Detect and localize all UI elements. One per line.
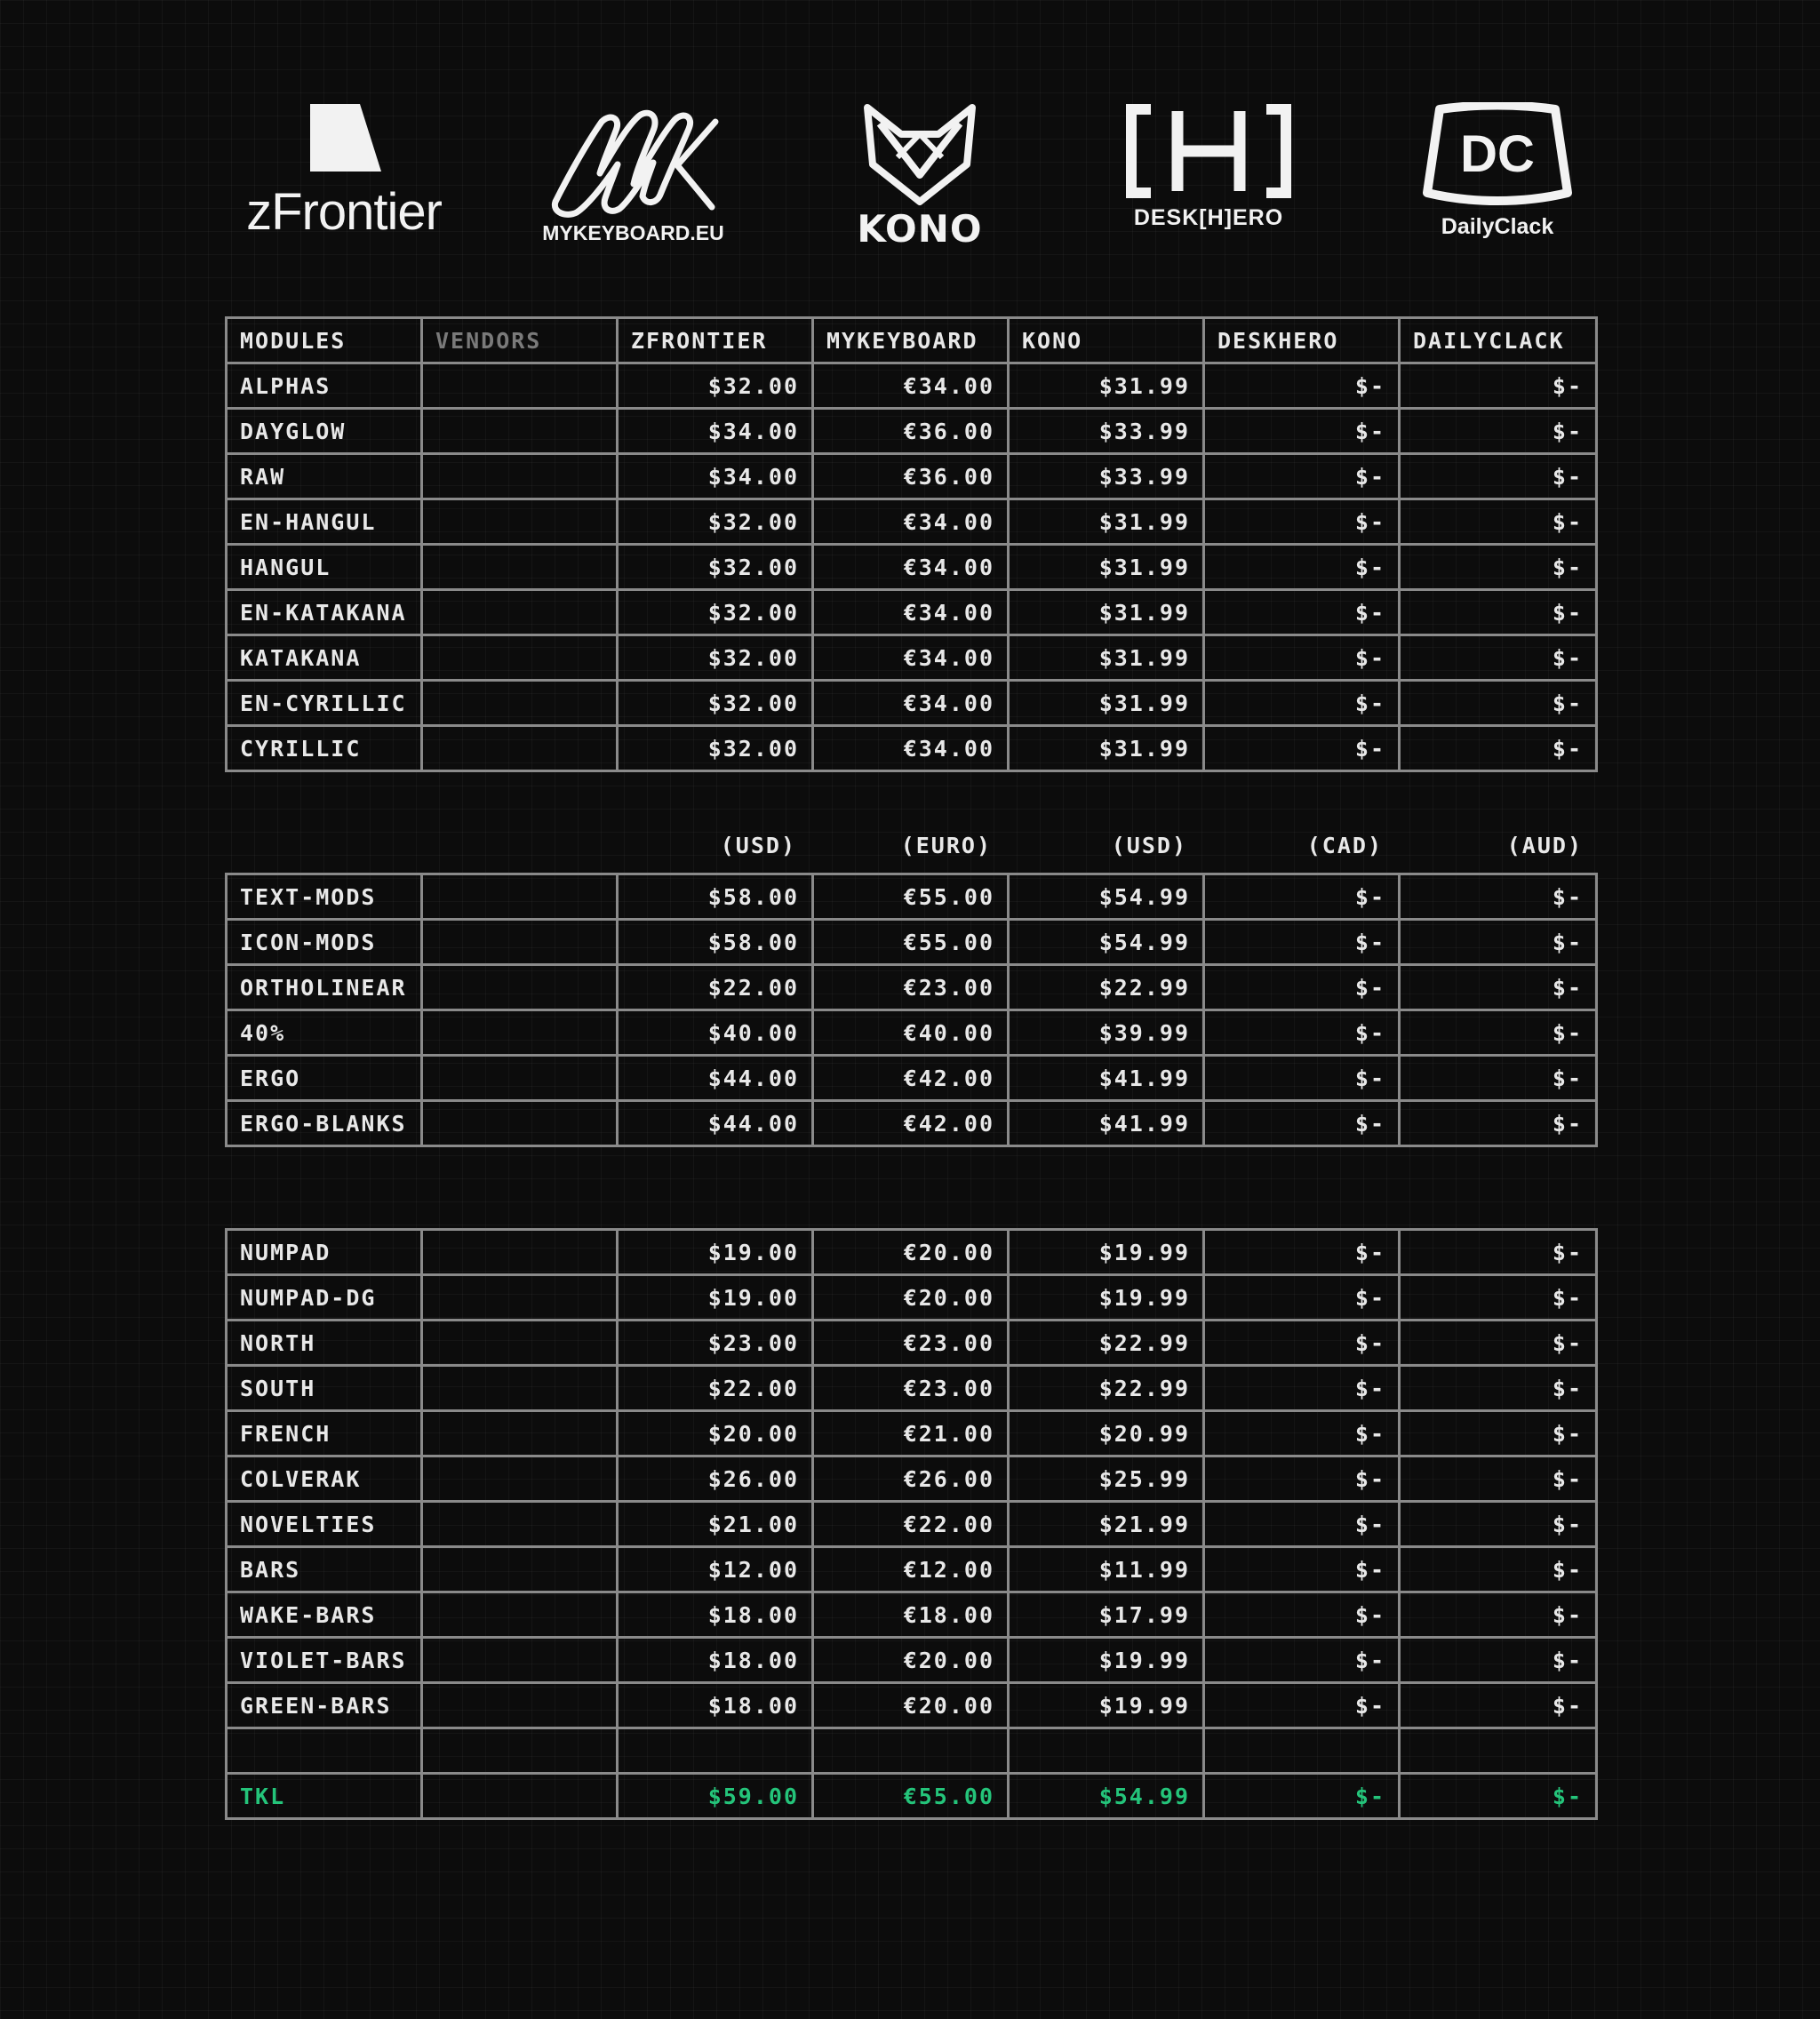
vendors-cell [422,1683,618,1728]
vendors-cell [422,1456,618,1502]
vendors-cell [422,1010,618,1056]
dailyclack-price: $- [1400,874,1597,920]
zfrontier-price: $32.00 [618,363,813,409]
kono-price: $17.99 [1009,1592,1204,1638]
table-row [227,1411,1597,1456]
vendors-cell [422,874,618,920]
mykeyboard-mark-icon [545,102,722,218]
price-table-mods [225,873,1598,1147]
zfrontier-price: $59.00 [618,1774,813,1819]
kono-price: $54.99 [1009,874,1204,920]
dailyclack-price: $- [1400,1411,1597,1456]
deskhero-price: $- [1204,1010,1400,1056]
mykeyboard-price: €21.00 [813,1411,1009,1456]
zfrontier-price: $32.00 [618,590,813,635]
zfrontier-price: $32.00 [618,545,813,590]
deskhero-price: $- [1204,726,1400,771]
mykeyboard-price: €34.00 [813,726,1009,771]
vendors-cell [422,1230,618,1275]
module-name: COLVERAK [227,1456,422,1502]
deskhero-price: $- [1204,1774,1400,1819]
table-row [227,1010,1597,1056]
table-row [227,1456,1597,1502]
table-row [227,1502,1597,1547]
header-zfrontier: ZFRONTIER [618,318,813,363]
table-row [227,590,1597,635]
zfrontier-price: $58.00 [618,874,813,920]
deskhero-price: $- [1204,454,1400,499]
deskhero-price: $- [1204,1502,1400,1547]
mykeyboard-price: €34.00 [813,499,1009,545]
mykeyboard-price: €42.00 [813,1056,1009,1101]
currency-mykeyboard: (EURO) [900,833,992,858]
module-name: CYRILLIC [227,726,422,771]
deskhero-price: $- [1204,920,1400,965]
zfrontier-price: $34.00 [618,454,813,499]
dailyclack-price: $- [1400,499,1597,545]
module-name: ERGO-BLANKS [227,1101,422,1146]
deskhero-price: $- [1204,1638,1400,1683]
mykeyboard-price: €20.00 [813,1275,1009,1321]
table-row [227,1728,1597,1774]
mykeyboard-price: €18.00 [813,1592,1009,1638]
dailyclack-price: $- [1400,1502,1597,1547]
vendors-cell [422,1366,618,1411]
zfrontier-price: $18.00 [618,1683,813,1728]
deskhero-price: $- [1204,965,1400,1010]
zfrontier-price: $20.00 [618,1411,813,1456]
dailyclack-price: $- [1400,363,1597,409]
module-name: NUMPAD [227,1230,422,1275]
table-row [227,1774,1597,1819]
dailyclack-price: $- [1400,1366,1597,1411]
vendors-cell [422,1411,618,1456]
dailyclack-price: $- [1400,1275,1597,1321]
module-name: BARS [227,1547,422,1592]
zfrontier-price: $32.00 [618,635,813,681]
kono-price: $19.99 [1009,1638,1204,1683]
module-name: NORTH [227,1321,422,1366]
kono-price: $31.99 [1009,363,1204,409]
mykeyboard-price: €26.00 [813,1456,1009,1502]
mykeyboard-price: €34.00 [813,681,1009,726]
kono-price: $54.99 [1009,920,1204,965]
dailyclack-mark-text: DC [1460,125,1535,183]
table-row [227,409,1597,454]
module-name: FRENCH [227,1411,422,1456]
deskhero-logo [1111,102,1306,258]
dailyclack-price: $- [1400,1056,1597,1101]
deskhero-wordmark: DESK[H]ERO [1133,205,1284,230]
table-row [227,363,1597,409]
table-row [227,1230,1597,1275]
deskhero-price: $- [1204,1101,1400,1146]
kono-price: $19.99 [1009,1230,1204,1275]
zfrontier-price: $32.00 [618,499,813,545]
mykeyboard-price: €20.00 [813,1230,1009,1275]
dailyclack-price: $- [1400,920,1597,965]
mykeyboard-price: €55.00 [813,874,1009,920]
module-name: EN-CYRILLIC [227,681,422,726]
kono-fox-icon [862,102,978,207]
dailyclack-price: $- [1400,1230,1597,1275]
table-row [227,1592,1597,1638]
vendors-cell [422,590,618,635]
vendors-cell [422,1638,618,1683]
module-name: HANGUL [227,545,422,590]
zfrontier-price: $22.00 [618,965,813,1010]
price-table-extras [225,1228,1598,1820]
mykeyboard-price: €34.00 [813,635,1009,681]
module-name: RAW [227,454,422,499]
header-dailyclack: DAILYCLACK [1400,318,1597,363]
vendors-cell [422,1728,618,1774]
mykeyboard-price: €23.00 [813,1366,1009,1411]
module-name: ICON-MODS [227,920,422,965]
kono-price: $22.99 [1009,1366,1204,1411]
module-name: TEXT-MODS [227,874,422,920]
table-row [227,1547,1597,1592]
kono-price: $25.99 [1009,1456,1204,1502]
module-name: GREEN-BARS [227,1683,422,1728]
currency-deskhero: (CAD) [1306,833,1383,858]
deskhero-price: $- [1204,590,1400,635]
module-name: VIOLET-BARS [227,1638,422,1683]
dailyclack-mark-icon [1422,102,1573,209]
vendors-cell [422,454,618,499]
dailyclack-price: $- [1400,726,1597,771]
kono-wordmark: KONO [857,207,983,251]
kono-price: $21.99 [1009,1502,1204,1547]
kono-price: $20.99 [1009,1411,1204,1456]
kono-price: $33.99 [1009,409,1204,454]
table-row [227,1366,1597,1411]
deskhero-price: $- [1204,499,1400,545]
zfrontier-price: $44.00 [618,1101,813,1146]
kono-price: $31.99 [1009,545,1204,590]
table-row [227,454,1597,499]
zfrontier-price [618,1728,813,1774]
mykeyboard-wordmark: MYKEYBOARD.EU [542,221,724,244]
vendors-cell [422,1547,618,1592]
zfrontier-price: $21.00 [618,1502,813,1547]
module-name: KATAKANA [227,635,422,681]
vendors-cell [422,499,618,545]
mykeyboard-price: €12.00 [813,1547,1009,1592]
dailyclack-price: $- [1400,1774,1597,1819]
module-name: NUMPAD-DG [227,1275,422,1321]
zfrontier-price: $19.00 [618,1275,813,1321]
kono-price: $22.99 [1009,965,1204,1010]
vendors-cell [422,726,618,771]
kono-price: $31.99 [1009,499,1204,545]
deskhero-price: $- [1204,1056,1400,1101]
zfrontier-price: $40.00 [618,1010,813,1056]
vendors-cell [422,363,618,409]
table-row [227,726,1597,771]
mykeyboard-price: €22.00 [813,1502,1009,1547]
mykeyboard-price: €20.00 [813,1638,1009,1683]
deskhero-price: $- [1204,1321,1400,1366]
table-row [227,874,1597,920]
table-row [227,635,1597,681]
mykeyboard-price: €42.00 [813,1101,1009,1146]
module-name: EN-KATAKANA [227,590,422,635]
mykeyboard-price [813,1728,1009,1774]
kono-price: $31.99 [1009,635,1204,681]
vendors-cell [422,1275,618,1321]
module-name: DAYGLOW [227,409,422,454]
table-row [227,1683,1597,1728]
deskhero-price: $- [1204,1366,1400,1411]
mykeyboard-price: €40.00 [813,1010,1009,1056]
mykeyboard-price: €23.00 [813,1321,1009,1366]
deskhero-price: $- [1204,1592,1400,1638]
table-header-row [227,318,1597,363]
vendors-cell [422,965,618,1010]
deskhero-price: $- [1204,545,1400,590]
header-kono: KONO [1009,318,1204,363]
deskhero-price: $- [1204,681,1400,726]
vendors-cell [422,635,618,681]
vendors-cell [422,1101,618,1146]
deskhero-price [1204,1728,1400,1774]
deskhero-price: $- [1204,874,1400,920]
dailyclack-price: $- [1400,590,1597,635]
kono-price: $39.99 [1009,1010,1204,1056]
dailyclack-price: $- [1400,1592,1597,1638]
zfrontier-price: $44.00 [618,1056,813,1101]
zfrontier-logo [233,102,455,258]
dailyclack-price: $- [1400,635,1597,681]
dailyclack-price: $- [1400,409,1597,454]
kono-price: $31.99 [1009,726,1204,771]
table-row [227,1275,1597,1321]
kono-price: $22.99 [1009,1321,1204,1366]
zfrontier-price: $23.00 [618,1321,813,1366]
module-name: ALPHAS [227,363,422,409]
dailyclack-price: $- [1400,1547,1597,1592]
dailyclack-price: $- [1400,1683,1597,1728]
kono-price: $31.99 [1009,590,1204,635]
currency-zfrontier: (USD) [720,833,796,858]
zfrontier-price: $22.00 [618,1366,813,1411]
module-name: TKL [227,1774,422,1819]
module-name: ERGO [227,1056,422,1101]
deskhero-price: $- [1204,1456,1400,1502]
module-name [227,1728,422,1774]
vendors-cell [422,920,618,965]
header-deskhero: DESKHERO [1204,318,1400,363]
vendors-cell [422,409,618,454]
module-name: NOVELTIES [227,1502,422,1547]
table-row [227,1638,1597,1683]
header-modules: MODULES [227,318,422,363]
deskhero-mark-icon [1124,102,1293,200]
table-row [227,499,1597,545]
table-row [227,681,1597,726]
kono-price: $54.99 [1009,1774,1204,1819]
kono-logo [840,102,1000,258]
mykeyboard-price: €36.00 [813,454,1009,499]
zfrontier-price: $18.00 [618,1592,813,1638]
kono-price: $19.99 [1009,1275,1204,1321]
dailyclack-price: $- [1400,965,1597,1010]
vendors-cell [422,545,618,590]
mykeyboard-price: €34.00 [813,545,1009,590]
dailyclack-price: $- [1400,454,1597,499]
table-row [227,920,1597,965]
kono-price: $11.99 [1009,1547,1204,1592]
header-vendors: VENDORS [422,318,618,363]
mykeyboard-price: €34.00 [813,363,1009,409]
mykeyboard-price: €55.00 [813,920,1009,965]
mykeyboard-price: €34.00 [813,590,1009,635]
vendors-cell [422,1321,618,1366]
table-row [227,965,1597,1010]
module-name: SOUTH [227,1366,422,1411]
vendors-cell [422,1592,618,1638]
currency-kono: (USD) [1111,833,1187,858]
zfrontier-price: $18.00 [618,1638,813,1683]
vendors-cell [422,1502,618,1547]
price-table-main [225,316,1598,772]
mykeyboard-logo [533,102,733,258]
table-row [227,1056,1597,1101]
dailyclack-price: $- [1400,545,1597,590]
kono-price [1009,1728,1204,1774]
dailyclack-wordmark: DailyClack [1441,214,1554,239]
vendors-cell [422,1774,618,1819]
deskhero-price: $- [1204,1275,1400,1321]
dailyclack-price [1400,1728,1597,1774]
deskhero-price: $- [1204,363,1400,409]
dailyclack-price: $- [1400,1321,1597,1366]
zfrontier-price: $19.00 [618,1230,813,1275]
mykeyboard-price: €20.00 [813,1683,1009,1728]
kono-price: $41.99 [1009,1101,1204,1146]
vendor-logos [0,0,1820,267]
dailyclack-price: $- [1400,681,1597,726]
table-row [227,1321,1597,1366]
header-mykeyboard: MYKEYBOARD [813,318,1009,363]
zfrontier-price: $32.00 [618,726,813,771]
kono-price: $41.99 [1009,1056,1204,1101]
deskhero-price: $- [1204,1230,1400,1275]
zfrontier-mark-icon [299,102,388,173]
mykeyboard-price: €55.00 [813,1774,1009,1819]
kono-price: $19.99 [1009,1683,1204,1728]
deskhero-price: $- [1204,635,1400,681]
table-row [227,545,1597,590]
deskhero-price: $- [1204,409,1400,454]
zfrontier-price: $34.00 [618,409,813,454]
deskhero-price: $- [1204,1411,1400,1456]
zfrontier-price: $12.00 [618,1547,813,1592]
dailyclack-price: $- [1400,1456,1597,1502]
zfrontier-wordmark: zFrontier [246,183,442,241]
dailyclack-logo [1417,102,1577,258]
zfrontier-price: $58.00 [618,920,813,965]
zfrontier-price: $32.00 [618,681,813,726]
kono-price: $31.99 [1009,681,1204,726]
zfrontier-price: $26.00 [618,1456,813,1502]
module-name: ORTHOLINEAR [227,965,422,1010]
module-name: EN-HANGUL [227,499,422,545]
mykeyboard-price: €23.00 [813,965,1009,1010]
module-name: WAKE-BARS [227,1592,422,1638]
kono-price: $33.99 [1009,454,1204,499]
module-name: 40% [227,1010,422,1056]
vendors-cell [422,681,618,726]
currency-dailyclack: (AUD) [1506,833,1583,858]
vendors-cell [422,1056,618,1101]
dailyclack-price: $- [1400,1638,1597,1683]
deskhero-price: $- [1204,1683,1400,1728]
dailyclack-price: $- [1400,1010,1597,1056]
mykeyboard-price: €36.00 [813,409,1009,454]
table-row [227,1101,1597,1146]
deskhero-price: $- [1204,1547,1400,1592]
dailyclack-price: $- [1400,1101,1597,1146]
